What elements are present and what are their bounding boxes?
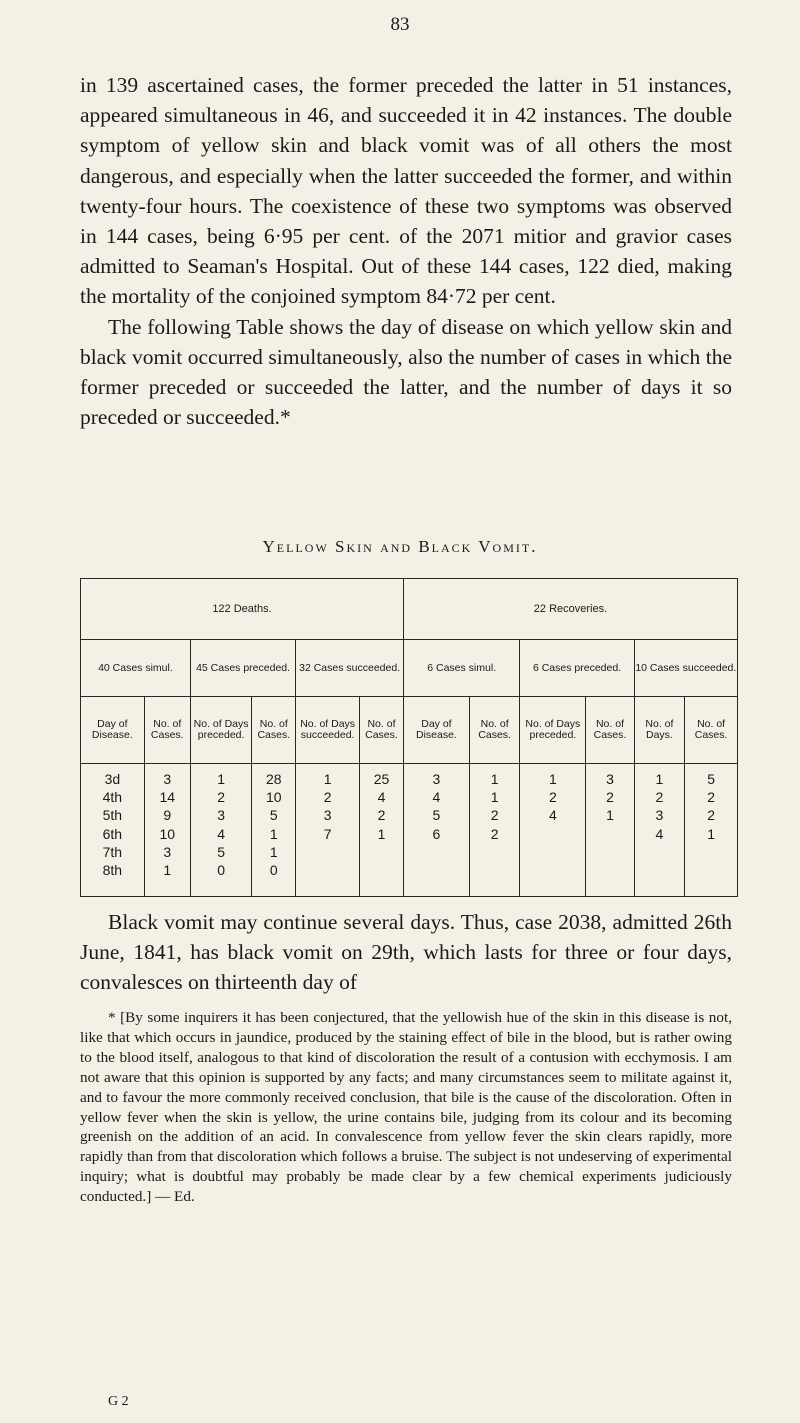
table-cell: 10: [266, 789, 282, 806]
closing-paragraph: Black vomit may continue several days. Thus, case 2038, admitted 26th June, 1841, has black vomit on 29th, which lasts for three or four days, convalesces on thirteenth day of: [80, 910, 732, 994]
table-cell: 4: [377, 789, 386, 806]
column-header: No. of Cases.: [252, 697, 296, 764]
table-cell: 25: [373, 771, 390, 787]
body-text: [80, 70, 732, 432]
data-column: [403, 764, 469, 897]
table-cell: 6th: [102, 825, 123, 842]
table-cell: 3d: [104, 771, 121, 787]
table-cell: 3: [163, 771, 172, 787]
page-number: 83: [390, 14, 410, 35]
subgroup-header: 40 Cases simul.: [81, 640, 191, 697]
data-column: [586, 764, 634, 897]
table-cell: 0: [269, 862, 278, 879]
table-cell: 5: [707, 771, 715, 787]
table-cell: 2: [707, 807, 715, 824]
table-cell: 8th: [102, 862, 123, 879]
data-column: [520, 764, 586, 897]
column-header: Day of Disease.: [403, 697, 469, 764]
table-cell: 1: [269, 843, 278, 860]
table-cell: 5: [269, 807, 278, 824]
column-header: No. of Cases.: [144, 697, 190, 764]
table-cell: 4th: [102, 789, 123, 806]
table-cell: 7th: [102, 843, 123, 860]
table-cell: 10: [159, 825, 176, 842]
table-cell: 1: [707, 825, 715, 842]
signature-mark: G 2: [108, 1394, 129, 1409]
table-cell: 3: [323, 807, 332, 824]
table-cell: 7: [323, 825, 332, 842]
paragraph: in 139 ascertained cases, the former preceded the latter in 51 instances, appeared simultaneous in 46, and succeeded it in 42 instances. The double symptom of yellow skin and black vomit was of all others the most dangerous, and especially when the latter succeeded the former, and within twenty-four hours. The coexistence of these two symptoms was observed in 144 cases, being 6·95 per cent. of the 2071 mitior and gravior cases admitted to Seaman's Hospital. Out of these 144 cases, 122 died, making the mortality of the conjoined symptom 84·72 per cent.: [80, 73, 732, 309]
table-cell: 5: [217, 843, 225, 860]
table-cell: 1: [323, 771, 332, 787]
table-cell: 2: [217, 789, 225, 806]
data-column: [190, 764, 252, 897]
data-column: [144, 764, 190, 897]
column-header: No. of Cases.: [586, 697, 634, 764]
column-header: No. of Cases.: [685, 697, 738, 764]
table-cell: 2: [490, 825, 499, 842]
data-column: [359, 764, 403, 897]
table-cell: 3: [432, 771, 441, 787]
table-cell: 3: [217, 807, 225, 824]
data-column: [634, 764, 685, 897]
subgroup-header: 6 Cases preceded.: [520, 640, 634, 697]
table-cell: 1: [606, 807, 614, 824]
table-cell: 2: [377, 807, 386, 824]
group-header-recoveries: 22 Recoveries.: [403, 579, 737, 640]
table-cell: 5: [432, 807, 441, 824]
table-cell: 14: [159, 789, 176, 806]
table-cell: 1: [655, 771, 664, 787]
table-cell: 3: [163, 843, 172, 860]
column-header: Day of Disease.: [81, 697, 145, 764]
subgroup-header: 45 Cases preceded.: [190, 640, 295, 697]
table-data-row: [81, 764, 738, 897]
column-header: No. of Cases.: [469, 697, 520, 764]
column-header: No. of Days succeeded.: [296, 697, 360, 764]
data-column: [685, 764, 738, 897]
subgroup-header: 6 Cases simul.: [403, 640, 519, 697]
paragraph: The following Table shows the day of disease on which yellow skin and black vomit occurred simultaneously, also the number of cases in which the former preceded or succeeded the latter, and the number of days it so preceded or succeeded.*: [80, 314, 732, 430]
group-header-deaths: 122 Deaths.: [81, 579, 404, 640]
footnote: * [By some inquirers it has been conjectured, that the yellowish hue of the skin in this disease is not, like that which occurs in jaundice, produced by the staining effect of bile in the blood, but is rather owing to the blood itself, analogous to that kind of discoloration the result of a contusion with ecchymosis. I am not aware that this opinion is supported by any facts; and many circumstances seem to militate against it, and to favour the more commonly received conclusion, that bile is the cause of the discoloration. Often in yellow fever when the skin is yellow, the urine contains bile, judging from its colour and its becoming greenish on the addition of an acid. In convalescence from yellow fever the skin clears rapidly, more rapidly than from that discoloration which follows a bruise. The subject is not undeserving of experimental inquiry; what is doubtful may probably be made clear by a few chemical experiments judiciously conducted.] — Ed.: [80, 1009, 732, 1206]
table-cell: 28: [266, 771, 282, 787]
table-cell: 4: [655, 825, 664, 842]
table-cell: 1: [490, 789, 499, 806]
data-column: [469, 764, 520, 897]
table-cell: 5th: [102, 807, 123, 824]
table-cell: 9: [163, 807, 172, 824]
table-cell: 1: [269, 825, 278, 842]
table-cell: 6: [432, 825, 441, 842]
table-cell: 2: [323, 789, 332, 806]
table-cell: 0: [217, 862, 225, 879]
table-cell: 3: [606, 771, 614, 787]
table-cell: 4: [548, 807, 557, 824]
data-column: [81, 764, 145, 897]
table-cell: 1: [217, 771, 225, 787]
table-title: Yellow Skin and Black Vomit.: [262, 537, 538, 556]
data-column: [296, 764, 360, 897]
table-cell: 4: [217, 825, 225, 842]
subgroup-header: 10 Cases succeeded.: [634, 640, 737, 697]
table-cell: 2: [707, 789, 715, 806]
table-cell: 2: [606, 789, 614, 806]
table-cell: 1: [163, 862, 172, 879]
table-cell: 1: [548, 771, 557, 787]
table-cell: 4: [432, 789, 441, 806]
table-cell: 2: [548, 789, 557, 806]
table-cell: 1: [377, 825, 386, 842]
yellow-skin-black-vomit-table: [80, 578, 738, 897]
column-header: No. of Days preceded.: [520, 697, 586, 764]
table-cell: 1: [490, 771, 499, 787]
table-cell: 3: [655, 807, 664, 824]
subgroup-header: 32 Cases succeeded.: [296, 640, 404, 697]
column-header: No. of Days preceded.: [190, 697, 252, 764]
table-cell: 2: [655, 789, 664, 806]
data-column: [252, 764, 296, 897]
table-cell: 2: [490, 807, 499, 824]
column-header: No. of Days.: [634, 697, 685, 764]
column-header: No. of Cases.: [359, 697, 403, 764]
